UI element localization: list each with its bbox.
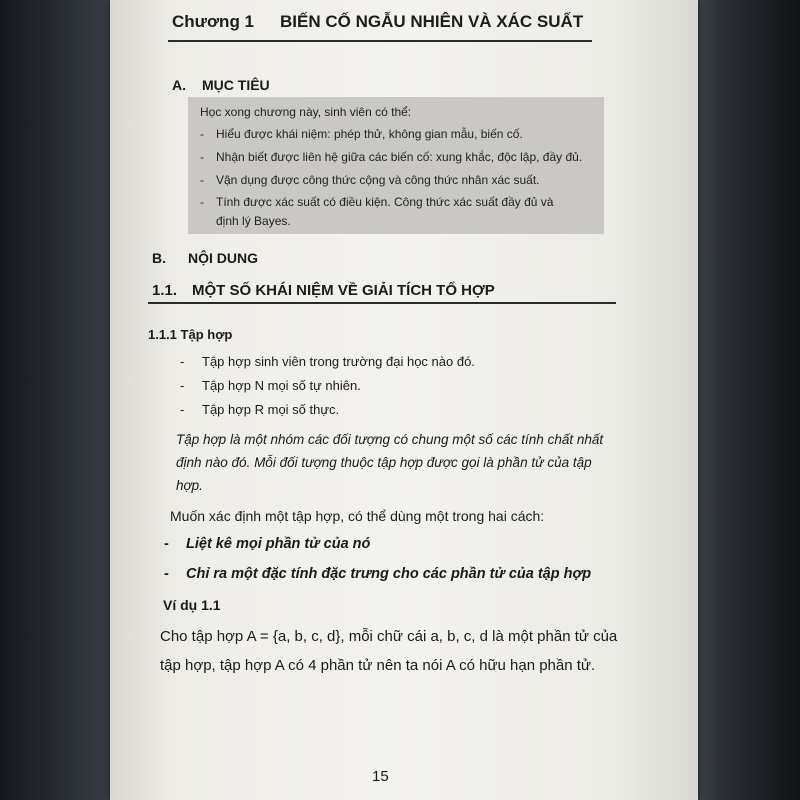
objective-item: - Nhận biết được liên hệ giữa các biến cố: xung khắc, độc lập, đầy đủ. (200, 150, 583, 164)
list-item: - Tập hợp sinh viên trong trường đại học nào đó. (180, 354, 475, 369)
content-heading-text: NỘI DUNG (188, 250, 258, 266)
content-letter: B. (152, 250, 166, 266)
method-item: - Liệt kê mọi phần tử của nó (164, 536, 371, 552)
list-item: - Tập hợp N mọi số tự nhiên. (180, 378, 361, 393)
method-text: Liệt kê mọi phần tử của nó (186, 536, 371, 552)
chapter-rule (168, 40, 592, 42)
chapter-number: Chương 1 (172, 12, 255, 31)
method-item: - Chỉ ra một đặc tính đặc trưng cho các phần tử của tập hợp (164, 566, 592, 582)
list-item-text: Tập hợp N mọi số tự nhiên. (202, 378, 361, 393)
objective-text-continued: định lý Bayes. (216, 214, 291, 228)
content-heading (152, 250, 258, 266)
list-item-text: Tập hợp R mọi số thực. (202, 402, 340, 417)
definition-line: Tập hợp là một nhóm các đối tượng có chung một số các tính chất nhất (176, 432, 604, 447)
page-number: 15 (372, 768, 389, 785)
objective-text: Vận dụng được công thức cộng và công thức nhân xác suất. (216, 173, 540, 187)
objective-item: - Tính được xác suất có điều kiện. Công thức xác suất đầy đủ và (200, 195, 554, 209)
section-title: MỘT SỐ KHÁI NIỆM VỀ GIẢI TÍCH TỔ HỢP (192, 282, 495, 299)
example-line: tập hợp, tập hợp A có 4 phần tử nên ta nói A có hữu hạn phần tử. (160, 657, 596, 674)
definition-line: hợp. (176, 478, 203, 493)
section-heading (152, 282, 495, 299)
objective-item: - Hiểu được khái niệm: phép thử, không gian mẫu, biến cố. (200, 127, 523, 141)
example-title: Ví dụ 1.1 (163, 597, 221, 613)
subsection-heading: 1.1.1 Tập hợp (148, 327, 233, 342)
objectives-heading (172, 77, 270, 93)
method-text: Chỉ ra một đặc tính đặc trưng cho các phần tử của tập hợp (186, 566, 592, 582)
definition-line: định nào đó. Mỗi đối tượng thuộc tập hợp được gọi là phần tử của tập (176, 455, 592, 470)
section-number: 1.1. (152, 282, 178, 299)
objectives-heading-text: MỤC TIÊU (202, 77, 270, 93)
section-rule (148, 302, 616, 304)
table-surface-left (0, 0, 112, 800)
objectives-intro: Học xong chương này, sinh viên có thể: (200, 105, 412, 119)
objective-text: Nhận biết được liên hệ giữa các biến cố: xung khắc, độc lập, đầy đủ. (216, 150, 583, 164)
objective-item: - Vận dụng được công thức cộng và công thức nhân xác suất. (200, 173, 540, 187)
methods-intro: Muốn xác định một tập hợp, có thể dùng một trong hai cách: (170, 508, 545, 524)
objective-text: Tính được xác suất có điều kiện. Công thức xác suất đầy đủ và (216, 195, 554, 209)
example-line: Cho tập hợp A = {a, b, c, d}, mỗi chữ cái a, b, c, d là một phần tử của (160, 628, 618, 645)
table-surface-right (688, 0, 800, 800)
chapter-title (172, 12, 583, 32)
list-item-text: Tập hợp sinh viên trong trường đại học nào đó. (202, 354, 475, 369)
list-item: - Tập hợp R mọi số thực. (180, 402, 340, 417)
objectives-letter: A. (172, 77, 186, 93)
objective-text: Hiểu được khái niệm: phép thử, không gian mẫu, biến cố. (216, 127, 523, 141)
chapter-name: BIẾN CỐ NGẪU NHIÊN VÀ XÁC SUẤT (280, 12, 584, 31)
